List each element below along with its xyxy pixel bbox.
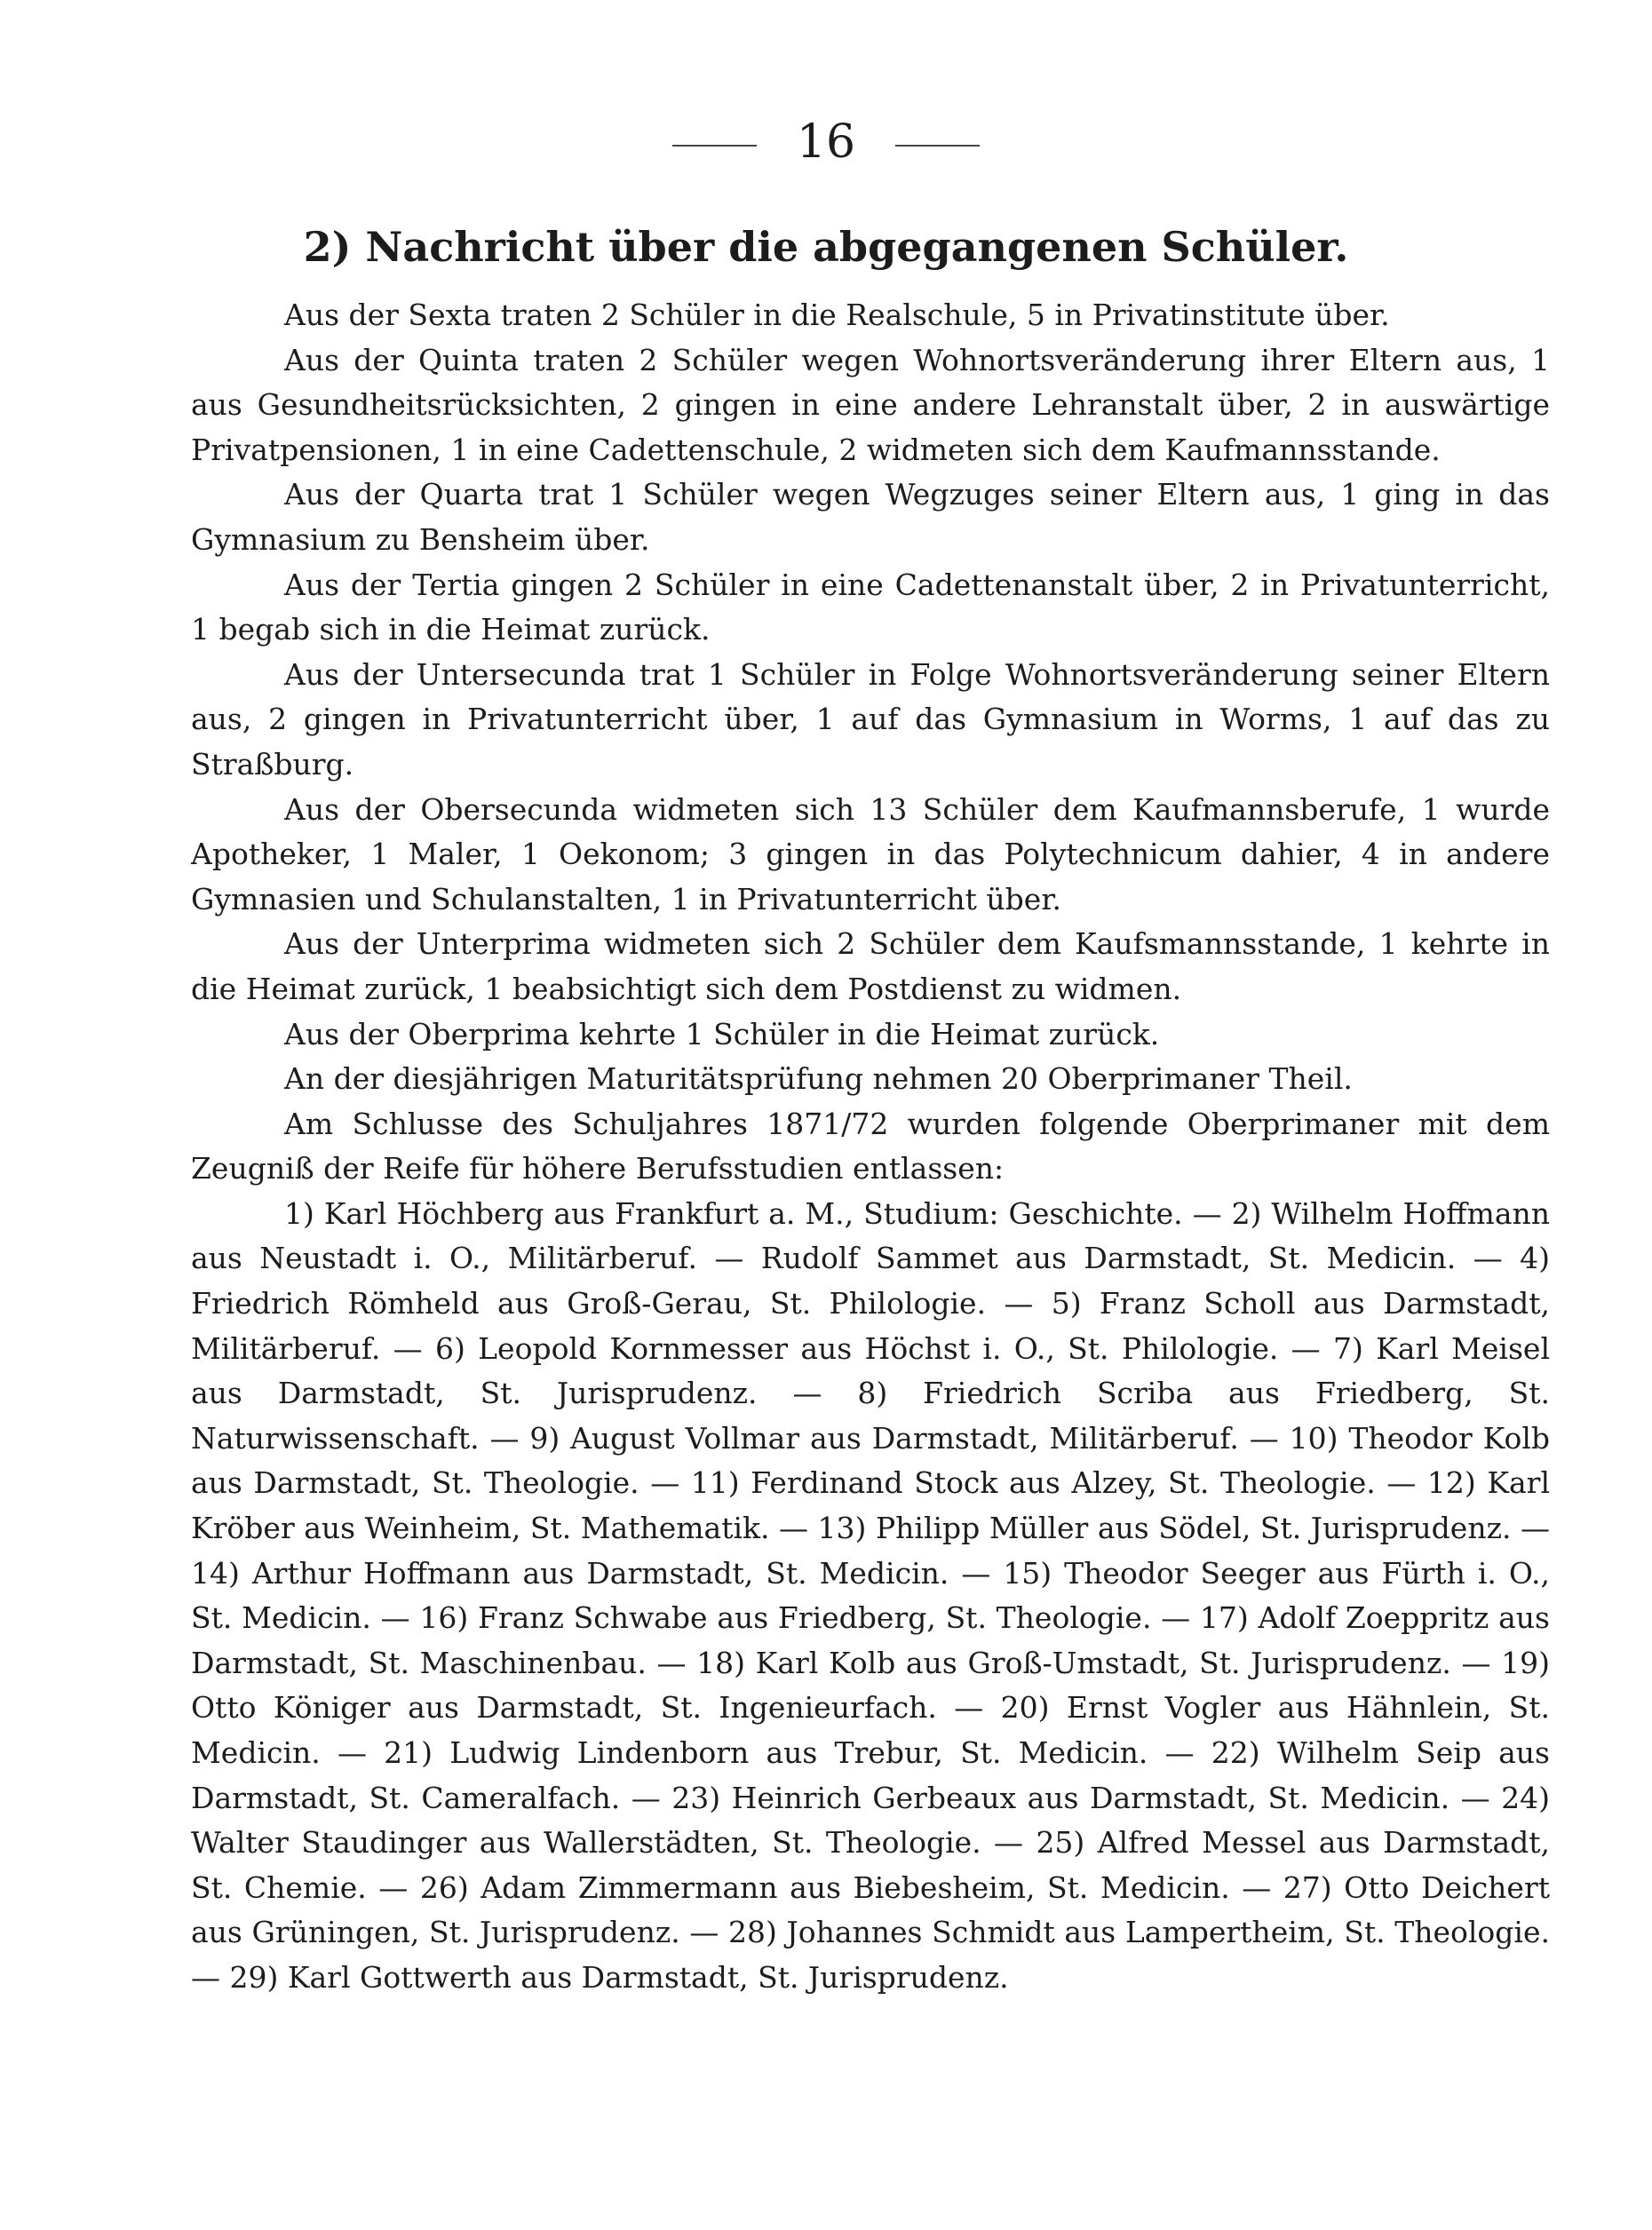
header-rule-right xyxy=(895,145,980,147)
paragraph-schluss: Am Schlusse des Schuljahres 1871/72 wurden folgende Oberprimaner mit dem Zeugniß der Reife für höhere Berufsstudien entlassen: xyxy=(191,1106,1550,1186)
header-rule-left xyxy=(672,145,757,147)
paragraph-tertia: Aus der Tertia gingen 2 Schüler in eine Cadettenanstalt über, 2 in Privatunterricht, 1 begab sich in die Heimat zurück. xyxy=(191,567,1550,647)
section-title: 2) Nachricht über die abgegangenen Schüler. xyxy=(303,223,1349,271)
paragraph-quinta: Aus der Quinta traten 2 Schüler wegen Wohnortsveränderung ihrer Eltern aus, 1 aus Gesundheitsrücksichten, 2 gingen in eine andere Lehranstalt über, 2 in auswärtige Privatpensionen, 1 in eine Cadettenschule, 2 widmeten sich dem Kaufmannsstande. xyxy=(191,342,1550,467)
paragraph-unterprima: Aus der Unterprima widmeten sich 2 Schüler dem Kaufsmannsstande, 1 kehrte in die Heimat zurück, 1 beabsichtigt sich dem Postdienst zu widmen. xyxy=(191,926,1550,1006)
paragraph-maturitaet: An der diesjährigen Maturitätsprüfung nehmen 20 Oberprimaner Theil. xyxy=(284,1061,1353,1097)
page-number: 16 xyxy=(796,115,856,169)
body-text xyxy=(191,293,1550,2001)
page-header xyxy=(0,115,1652,169)
paragraph-quarta: Aus der Quarta trat 1 Schüler wegen Wegzuges seiner Eltern aus, 1 ging in das Gymnasium zu Bensheim über. xyxy=(191,477,1550,557)
paragraph-sexta: Aus der Sexta traten 2 Schüler in die Realschule, 5 in Privatinstitute über. xyxy=(284,298,1390,332)
paragraph-untersecunda: Aus der Untersecunda trat 1 Schüler in Folge Wohnortsveränderung seiner Eltern aus, 2 gingen in Privatunterricht über, 1 auf das Gymnasium in Worms, 1 auf das zu Straßburg. xyxy=(191,656,1550,782)
paragraph-obersecunda: Aus der Obersecunda widmeten sich 13 Schüler dem Kaufmannsberufe, 1 wurde Apotheker, 1 Maler, 1 Oekonom; 3 gingen in das Polytechnicum dahier, 4 in andere Gymnasien und Schulanstalten, 1 in Privatunterricht über. xyxy=(191,791,1550,917)
paragraph-graduate-list: 1) Karl Höchberg aus Frankfurt a. M., Studium: Geschichte. — 2) Wilhelm Hoffmann aus Neustadt i. O., Militärberuf. — Rudolf Sammet aus Darmstadt, St. Medicin. — 4) Friedrich Römheld aus Groß-Gerau, St. Philologie. — 5) Franz Scholl aus Darmstadt, Militärberuf. — 6) Leopold Kornmesser aus Höchst i. O., St. Philologie. — 7) Karl Meisel aus Darmstadt, St. Jurisprudenz. — 8) Friedrich Scriba aus Friedberg, St. Naturwissenschaft. — 9) August Vollmar aus Darmstadt, Militärberuf. — 10) Theodor Kolb aus Darmstadt, St. Theologie. — 11) Ferdinand Stock aus Alzey, St. Theologie. — 12) Karl Kröber aus Weinheim, St. Mathematik. — 13) Philipp Müller aus Södel, St. Jurisprudenz. — 14) Arthur Hoffmann aus Darmstadt, St. Medicin. — 15) Theodor Seeger aus Fürth i. O., St. Medicin. — 16) Franz Schwabe aus Friedberg, St. Theologie. — 17) Adolf Zoeppritz aus Darmstadt, St. Maschinenbau. — 18) Karl Kolb aus Groß-Umstadt, St. Jurisprudenz. — 19) Otto Königer aus Darmstadt, St. Ingenieurfach. — 20) Ernst Vogler aus Hähnlein, St. Medicin. — 21) Ludwig Lindenborn aus Trebur, St. Medicin. — 22) Wilhelm Seip aus Darmstadt, St. Cameralfach. — 23) Heinrich Gerbeaux aus Darmstadt, St. Medicin. — 24) Walter Staudinger aus Wallerstädten, St. Theologie. — 25) Alfred Messel aus Darmstadt, St. Chemie. — 26) Adam Zimmermann aus Biebesheim, St. Medicin. — 27) Otto Deichert aus Grüningen, St. Jurisprudenz. — 28) Johannes Schmidt aus Lampertheim, St. Theologie. — 29) Karl Gottwerth aus Darmstadt, St. Jurisprudenz. xyxy=(191,1195,1550,1995)
paragraph-oberprima: Aus der Oberprima kehrte 1 Schüler in die Heimat zurück. xyxy=(284,1016,1160,1052)
